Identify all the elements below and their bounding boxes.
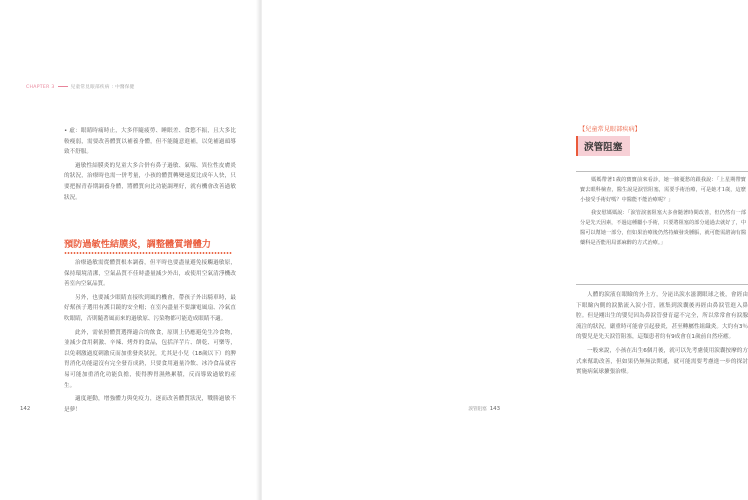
left-body-bottom	[64, 258, 236, 418]
left-body-top	[64, 126, 236, 206]
page-number-right	[468, 406, 500, 412]
right-body	[576, 290, 748, 381]
paragraph: 此外，需依照體質選擇適合的飲食，原則上仍應避免生冷食物，並減少食用刺激、辛辣、烤炸的食品，包括洋芋片、餅乾、可樂等，以免刺激過度刺激反而加重發炎狀況，尤其是小兒（18歲以下）的脾胃消化功能還沒有完全發育成熟，只要食用過量冷飲、冰冷食品就容易可能加重消化功能負擔，使得脾胃濕熱累積，反而導致過敏的產生。	[64, 329, 236, 389]
paragraph: • 虛：眼睛時痛時止，大多伴隨疲勞、睡眠差、食慾不振，且大多比較瘦弱，需要改善體質以補養身體，但不能隨意進補，以免補過頭導致不舒服。	[64, 128, 236, 156]
right-page	[262, 0, 748, 500]
footer-label: 淚管阻塞	[468, 407, 487, 412]
paragraph: 適度運動，增強體力與免疫力，逐而改善體質狀況，戰勝過敏不是夢！	[64, 396, 236, 413]
paragraph: 過敏性結膜炎的兒童大多合併有鼻子過敏、氣喘、異位性皮膚炎的狀況，治療時也需一併考量，小孩的體質轉變速度比成年人快，只要把握青春期調養身體，將體質向比功能調理好，就有機會改善過敏狀況。	[64, 162, 236, 201]
header-separator	[58, 86, 68, 87]
page-number-left: 142	[20, 406, 31, 412]
chapter-title: 兒童常見眼部疾病 : 中醫保健	[70, 85, 135, 90]
chapter-label: CHAPTER 3	[26, 85, 55, 90]
quote-paragraph: 我安慰媽媽說：「淚管淚塞阻塞大多會隨著時間改善，但仍然有一部分是先天因素，不過這種屬小手術，只要將阻塞的部分通過去就好了，中醫可以幫她一部分，但如果治療後仍然持續發炎腫脹，就可能需諮詢有醫藥科是否能用局部麻醉的方式治療。」	[580, 210, 747, 246]
section-tag-label: 【兒童常見眼部疾病】	[579, 126, 641, 133]
page-number-value: 143	[489, 406, 500, 412]
quote-paragraph: 媽媽帶著1歲的寶寶前來看診，她一臉憂愁的跟我說：「上星期帶寶寶去眼科檢查，醫生說是淚管阻塞，需要手術治療，可是她才1歲，這麼小接受手術好嗎？中醫能不能治療呢？」	[580, 177, 746, 203]
paragraph: 另外，也要減少眼睛直接吹到風的機會，帶孩子外出騎車時，最好幫孩子選用有護目鏡的安全帽；在室內盡量不要讓電風扇、冷氣直吹眼睛，否則隨著風而來的過敏原、污染物都可能造成眼睛不適。	[64, 294, 236, 322]
paragraph: 一般來說，小孩在出生6個月後，就可以先考慮使用淚囊按摩的方式來幫助改善，但如果仍無無法開通，就可能需要考慮進一步的探討實施病氣球擴張治療。	[576, 347, 748, 376]
section-title: 淚管阻塞	[576, 136, 630, 156]
section-heading: 預防過敏性結膜炎，調整體質增體力	[64, 239, 211, 250]
case-quote-text	[580, 175, 746, 251]
paragraph: 治療過敏需從體質根本調養，但平時也要盡量避免接觸過敏原，保持環境清潔，空氣品質不佳時盡量減少外出，或使用空氣清淨機改善室內空氣品質。	[64, 260, 236, 288]
heading-underline	[64, 252, 232, 254]
paragraph: 人體的淚液在眼瞼的外上方，分泌出淚水滋潤眼球之後，會經由下眼瞼內側的淚點流入淚小管，匯集到淚囊後再經由鼻淚管進入鼻腔。但是剛出生的嬰兒因為鼻淚管發育還不完全，所以常常會有淚腺流注的狀況，嚴重時可能會引起發炎，甚至轉屬性組織炎。大約有3％的嬰兒是先天淚管阻塞，這類患者約有9成會在1歲前自然痊癒。	[576, 292, 748, 341]
left-page	[0, 0, 258, 500]
running-header	[26, 84, 135, 90]
